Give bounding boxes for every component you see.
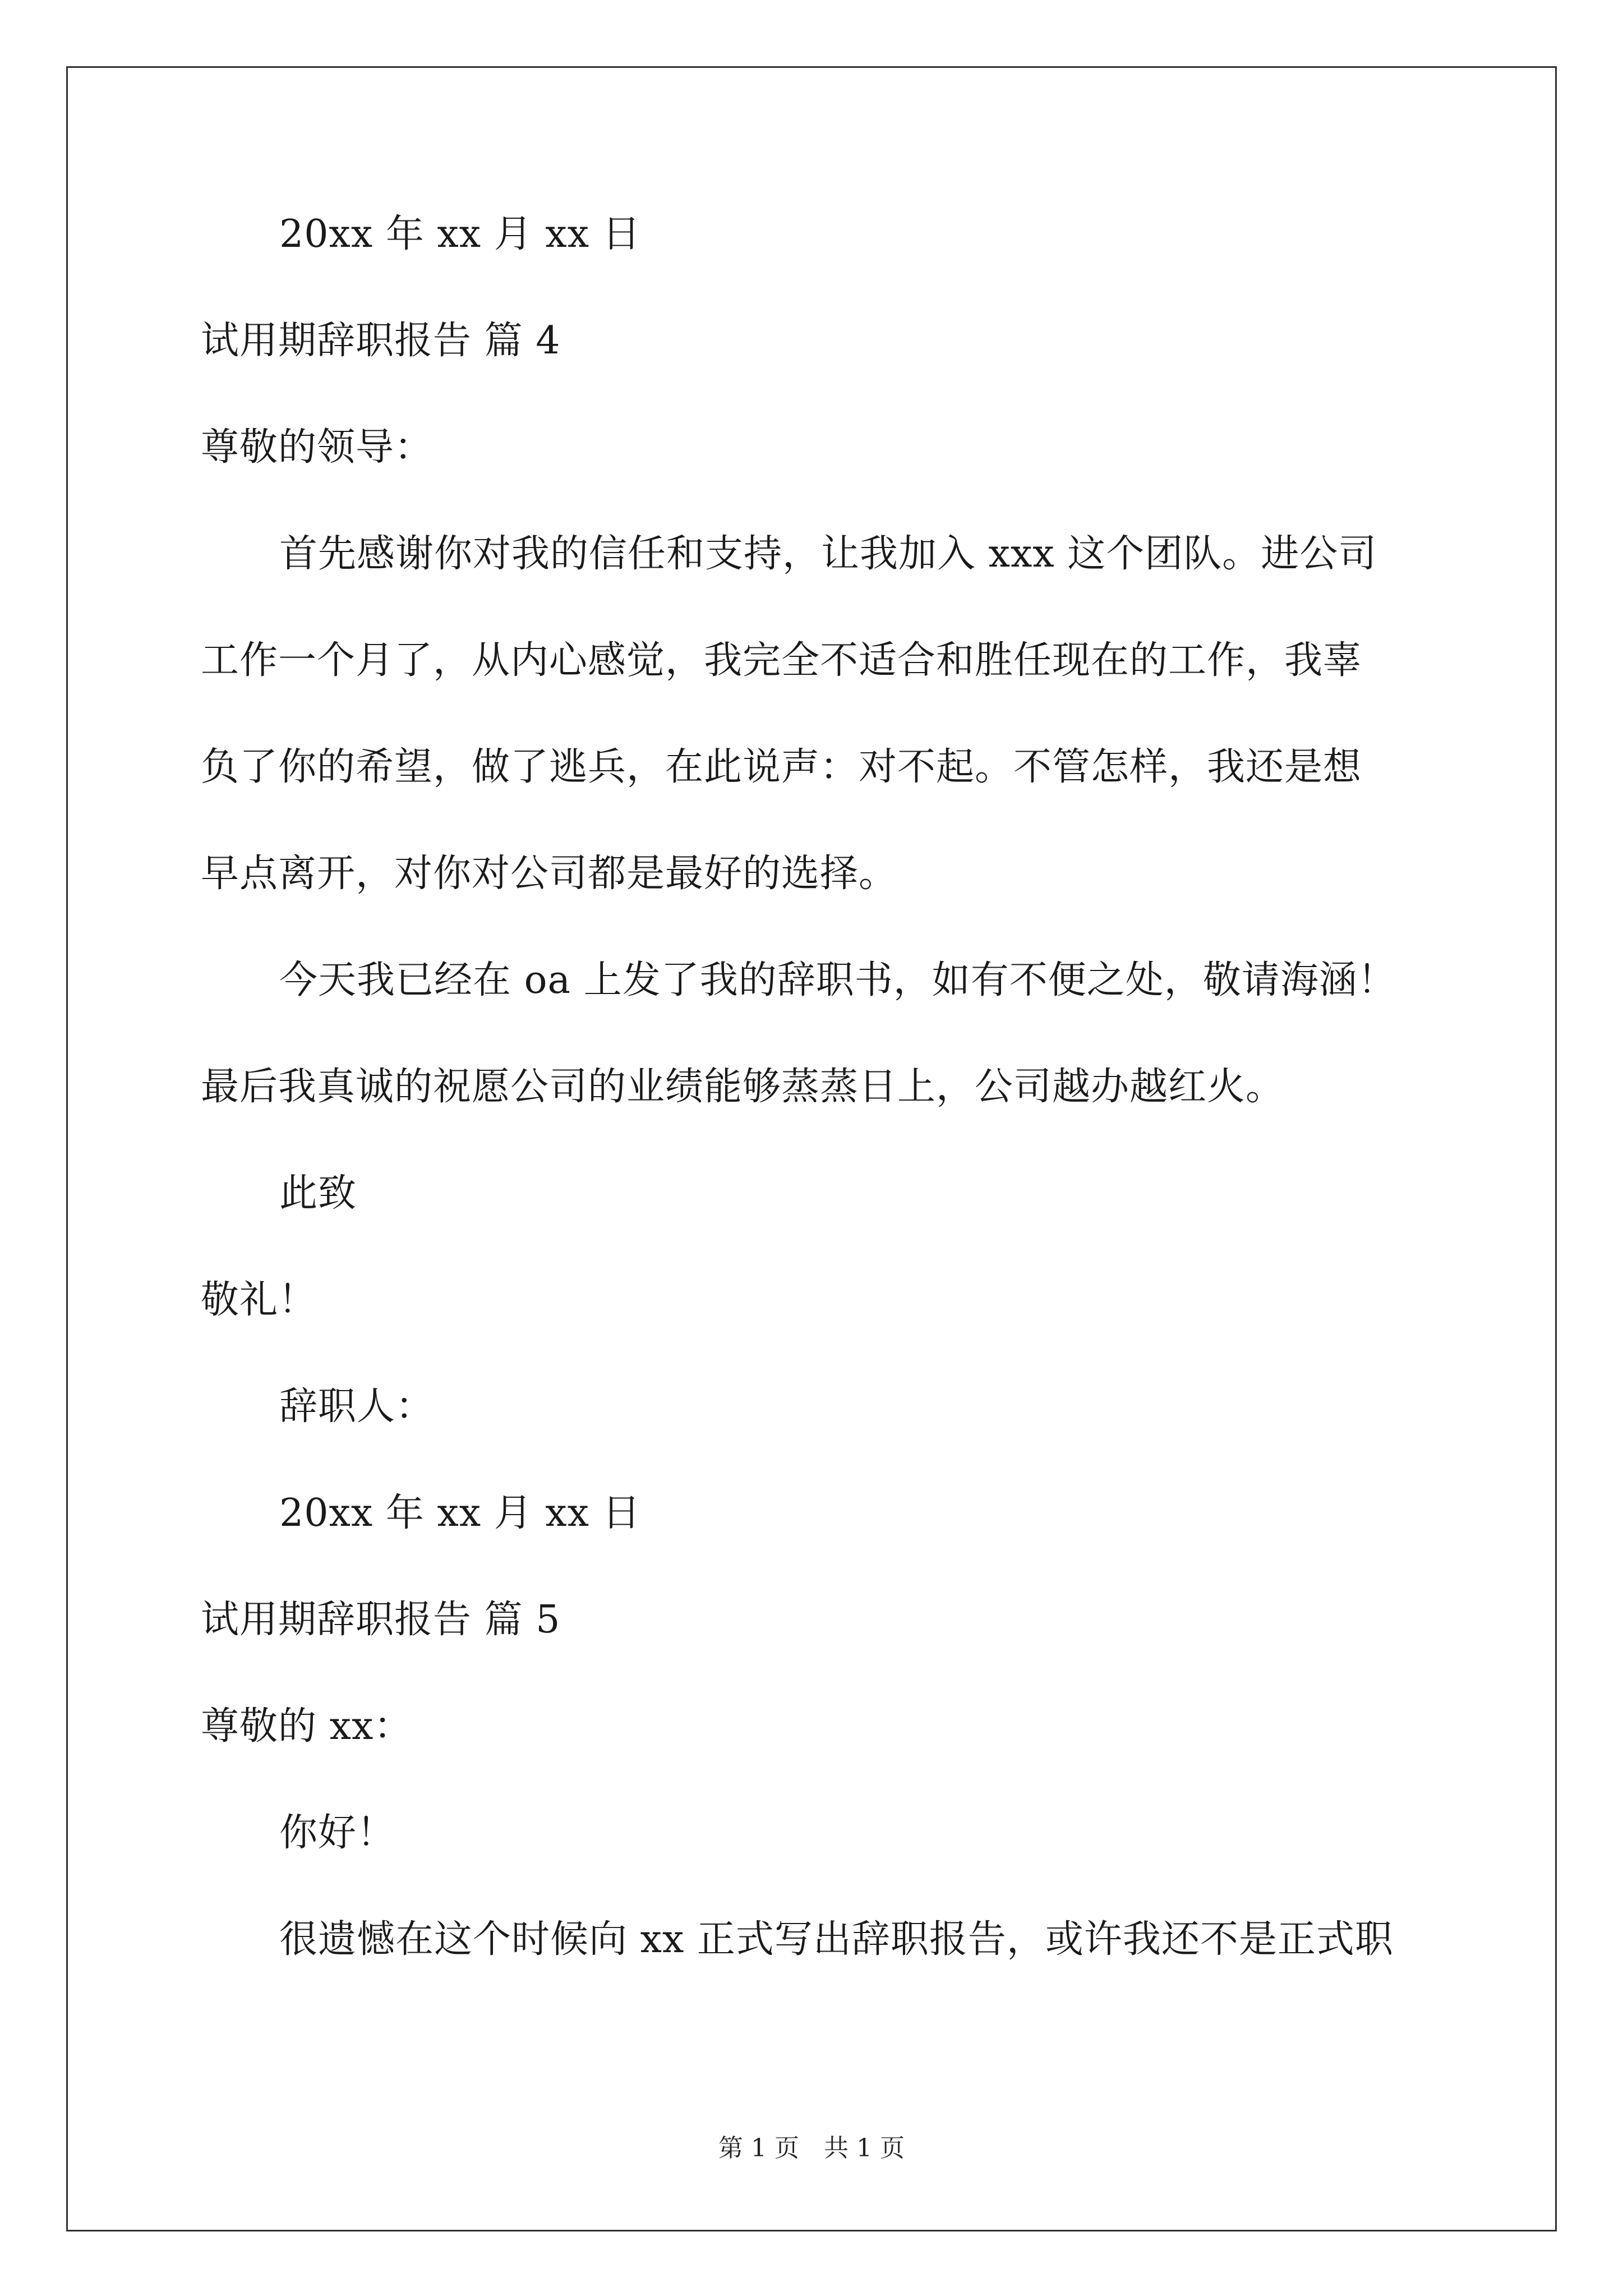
closing-line: 敬礼！ xyxy=(201,1278,317,1322)
closing-line: 此致 xyxy=(279,1171,357,1216)
page-border xyxy=(66,66,1557,2231)
date-line: 20xx 年 xx 月 xx 日 xyxy=(279,1491,641,1535)
salutation: 尊敬的领导： xyxy=(201,425,434,470)
paragraph-line: 负了你的希望，做了逃兵，在此说声：对不起。不管怎样，我还是想 xyxy=(201,745,1362,789)
paragraph-line: 工作一个月了，从内心感觉，我完全不适合和胜任现在的工作，我辜 xyxy=(201,638,1362,683)
signer-line: 辞职人： xyxy=(279,1384,435,1429)
salutation: 尊敬的 xx： xyxy=(201,1704,413,1749)
section-title: 试用期辞职报告 篇 5 xyxy=(201,1598,561,1642)
page-footer: 第 1 页 共 1 页 xyxy=(718,2134,905,2162)
date-line: 20xx 年 xx 月 xx 日 xyxy=(279,212,641,256)
paragraph-line: 早点离开，对你对公司都是最好的选择。 xyxy=(201,852,898,896)
section-title: 试用期辞职报告 篇 4 xyxy=(201,319,561,363)
paragraph-line: 很遗憾在这个时候向 xx 正式写出辞职报告，或许我还不是正式职 xyxy=(279,1917,1394,1962)
paragraph-line: 今天我已经在 oa 上发了我的辞职书，如有不便之处，敬请海涵！ xyxy=(279,958,1396,1002)
paragraph-line: 首先感谢你对我的信任和支持，让我加入 xxx 这个团队。进公司 xyxy=(279,532,1377,576)
greeting-line: 你好！ xyxy=(279,1811,396,1855)
paragraph-line: 最后我真诚的祝愿公司的业绩能够蒸蒸日上，公司越办越红火。 xyxy=(201,1065,1285,1109)
